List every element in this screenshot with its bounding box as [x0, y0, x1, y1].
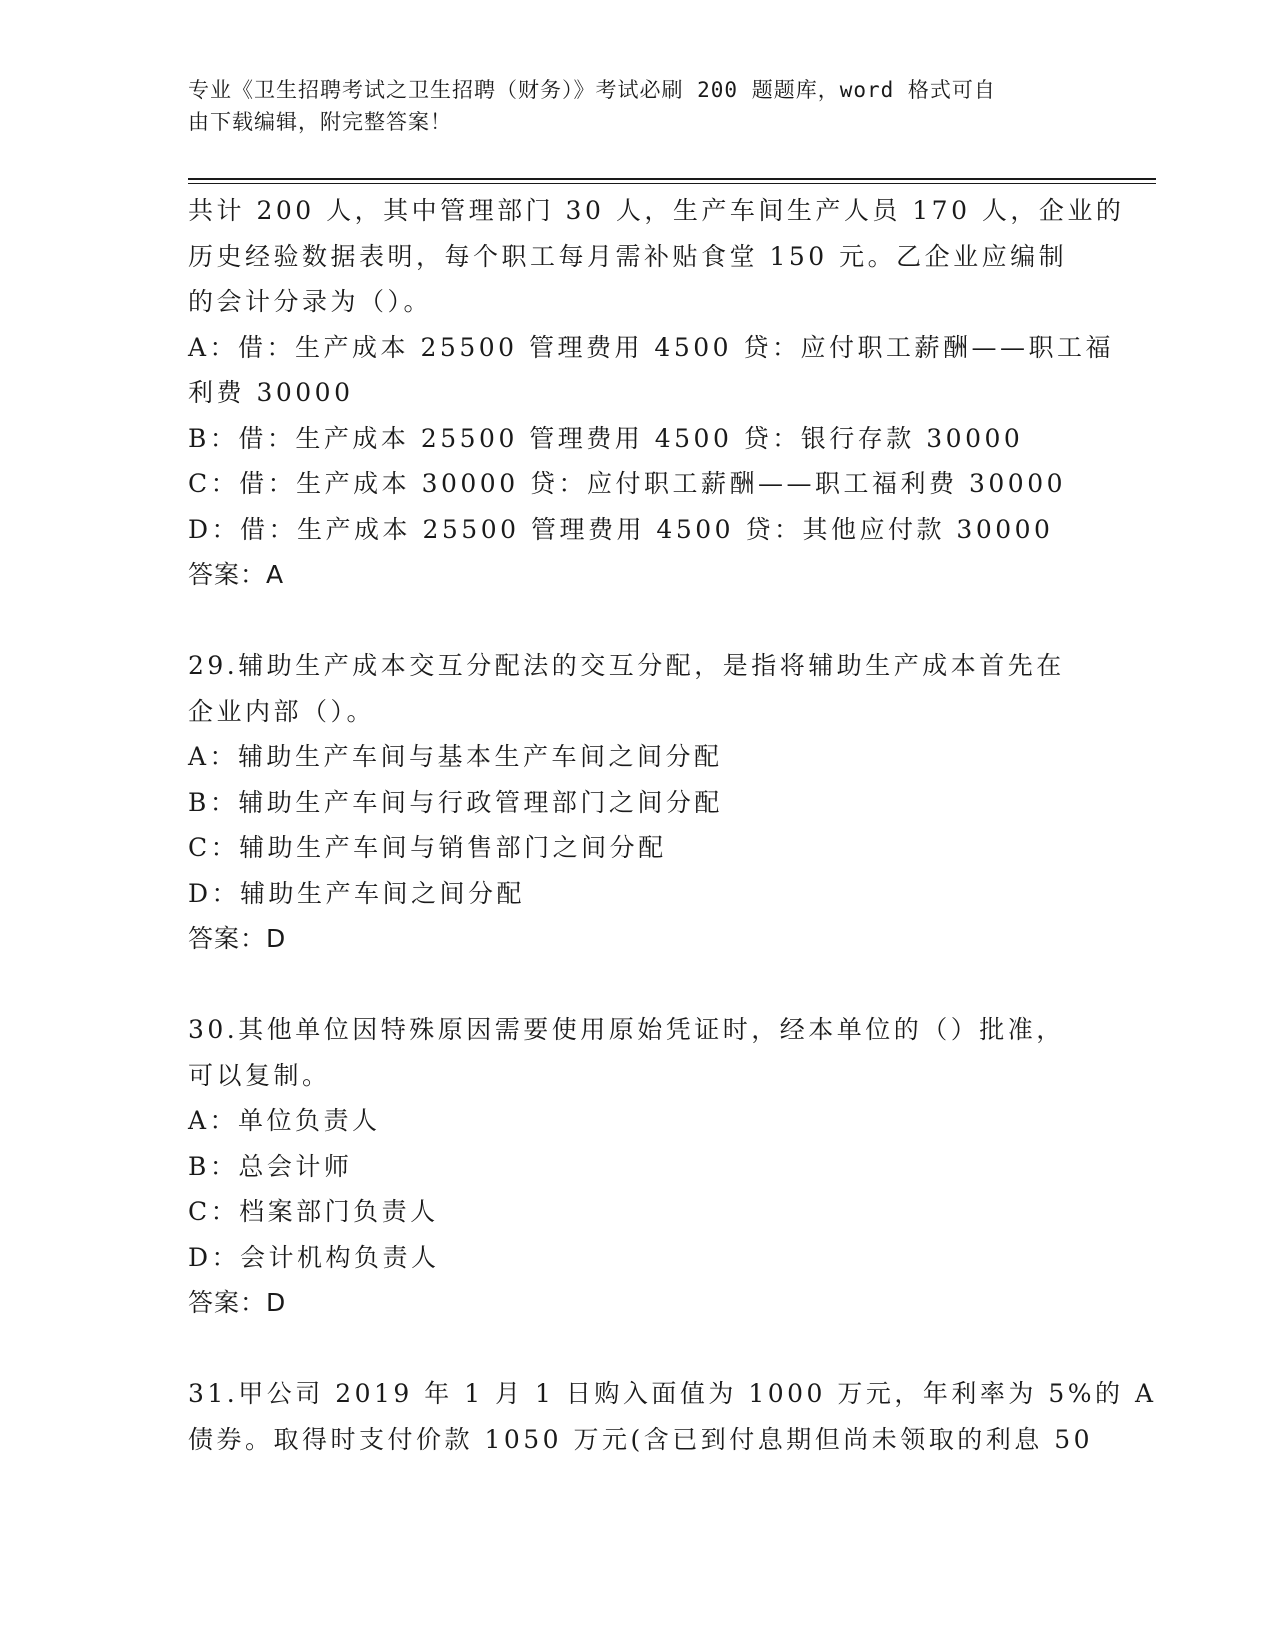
option-c: C：借：生产成本 30000 贷：应付职工薪酬——职工福利费 30000	[188, 469, 1067, 498]
question-stem-line: 共计 200 人，其中管理部门 30 人，生产车间生产人员 170 人，企业的	[188, 196, 1125, 225]
question-30	[188, 1007, 1088, 1326]
spacer	[188, 1326, 1088, 1372]
question-stem-line: 企业内部（）。	[188, 696, 376, 726]
option-b: B：总会计师	[188, 1151, 353, 1181]
spacer	[188, 962, 1088, 1008]
option-a-continued: 利费 30000	[188, 378, 354, 407]
option-b: B：借：生产成本 25500 管理费用 4500 贷：银行存款 30000	[188, 423, 1024, 453]
question-content	[188, 188, 1157, 1462]
question-stem-line: 29.辅助生产成本交互分配法的交互分配，是指将辅助生产成本首先在	[188, 651, 1065, 680]
header-line-2: 由下载编辑，附完整答案！	[188, 110, 452, 134]
option-c: C：辅助生产车间与销售部门之间分配	[188, 833, 667, 862]
option-a: A：辅助生产车间与基本生产车间之间分配	[188, 742, 723, 771]
option-b: B：辅助生产车间与行政管理部门之间分配	[188, 787, 723, 817]
document-header	[188, 74, 1068, 138]
option-d: D：借：生产成本 25500 管理费用 4500 贷：其他应付款 30000	[188, 514, 1054, 544]
question-28	[188, 188, 1125, 598]
answer: 答案：D	[188, 924, 287, 953]
option-a: A：单位负责人	[188, 1106, 381, 1135]
header-line-1: 专业《卫生招聘考试之卫生招聘（财务）》考试必刷 200 题题库，word 格式可自	[188, 78, 996, 102]
answer: 答案：A	[188, 560, 285, 589]
question-stem-line: 的会计分录为（）。	[188, 287, 433, 316]
answer: 答案：D	[188, 1288, 287, 1317]
option-d: D：辅助生产车间之间分配	[188, 878, 526, 908]
question-stem-line: 30.其他单位因特殊原因需要使用原始凭证时，经本单位的（）批准，	[188, 1015, 1065, 1044]
question-stem-line: 可以复制。	[188, 1060, 331, 1090]
question-29	[188, 643, 1088, 962]
option-c: C：档案部门负责人	[188, 1197, 439, 1226]
header-divider-thick	[188, 178, 1156, 180]
question-stem-line: 31.甲公司 2019 年 1 月 1 日购入面值为 1000 万元，年利率为 5%的 A	[188, 1379, 1157, 1408]
header-divider-thin	[188, 183, 1156, 184]
question-stem-line: 债券。取得时支付价款 1050 万元(含已到付息期但尚未领取的利息 50	[188, 1424, 1094, 1454]
option-a: A：借：生产成本 25500 管理费用 4500 贷：应付职工薪酬——职工福	[188, 332, 1114, 362]
option-d: D：会计机构负责人	[188, 1242, 440, 1272]
spacer	[188, 598, 1088, 644]
question-31	[188, 1371, 1157, 1462]
question-stem-line: 历史经验数据表明，每个职工每月需补贴食堂 150 元。乙企业应编制	[188, 241, 1068, 271]
